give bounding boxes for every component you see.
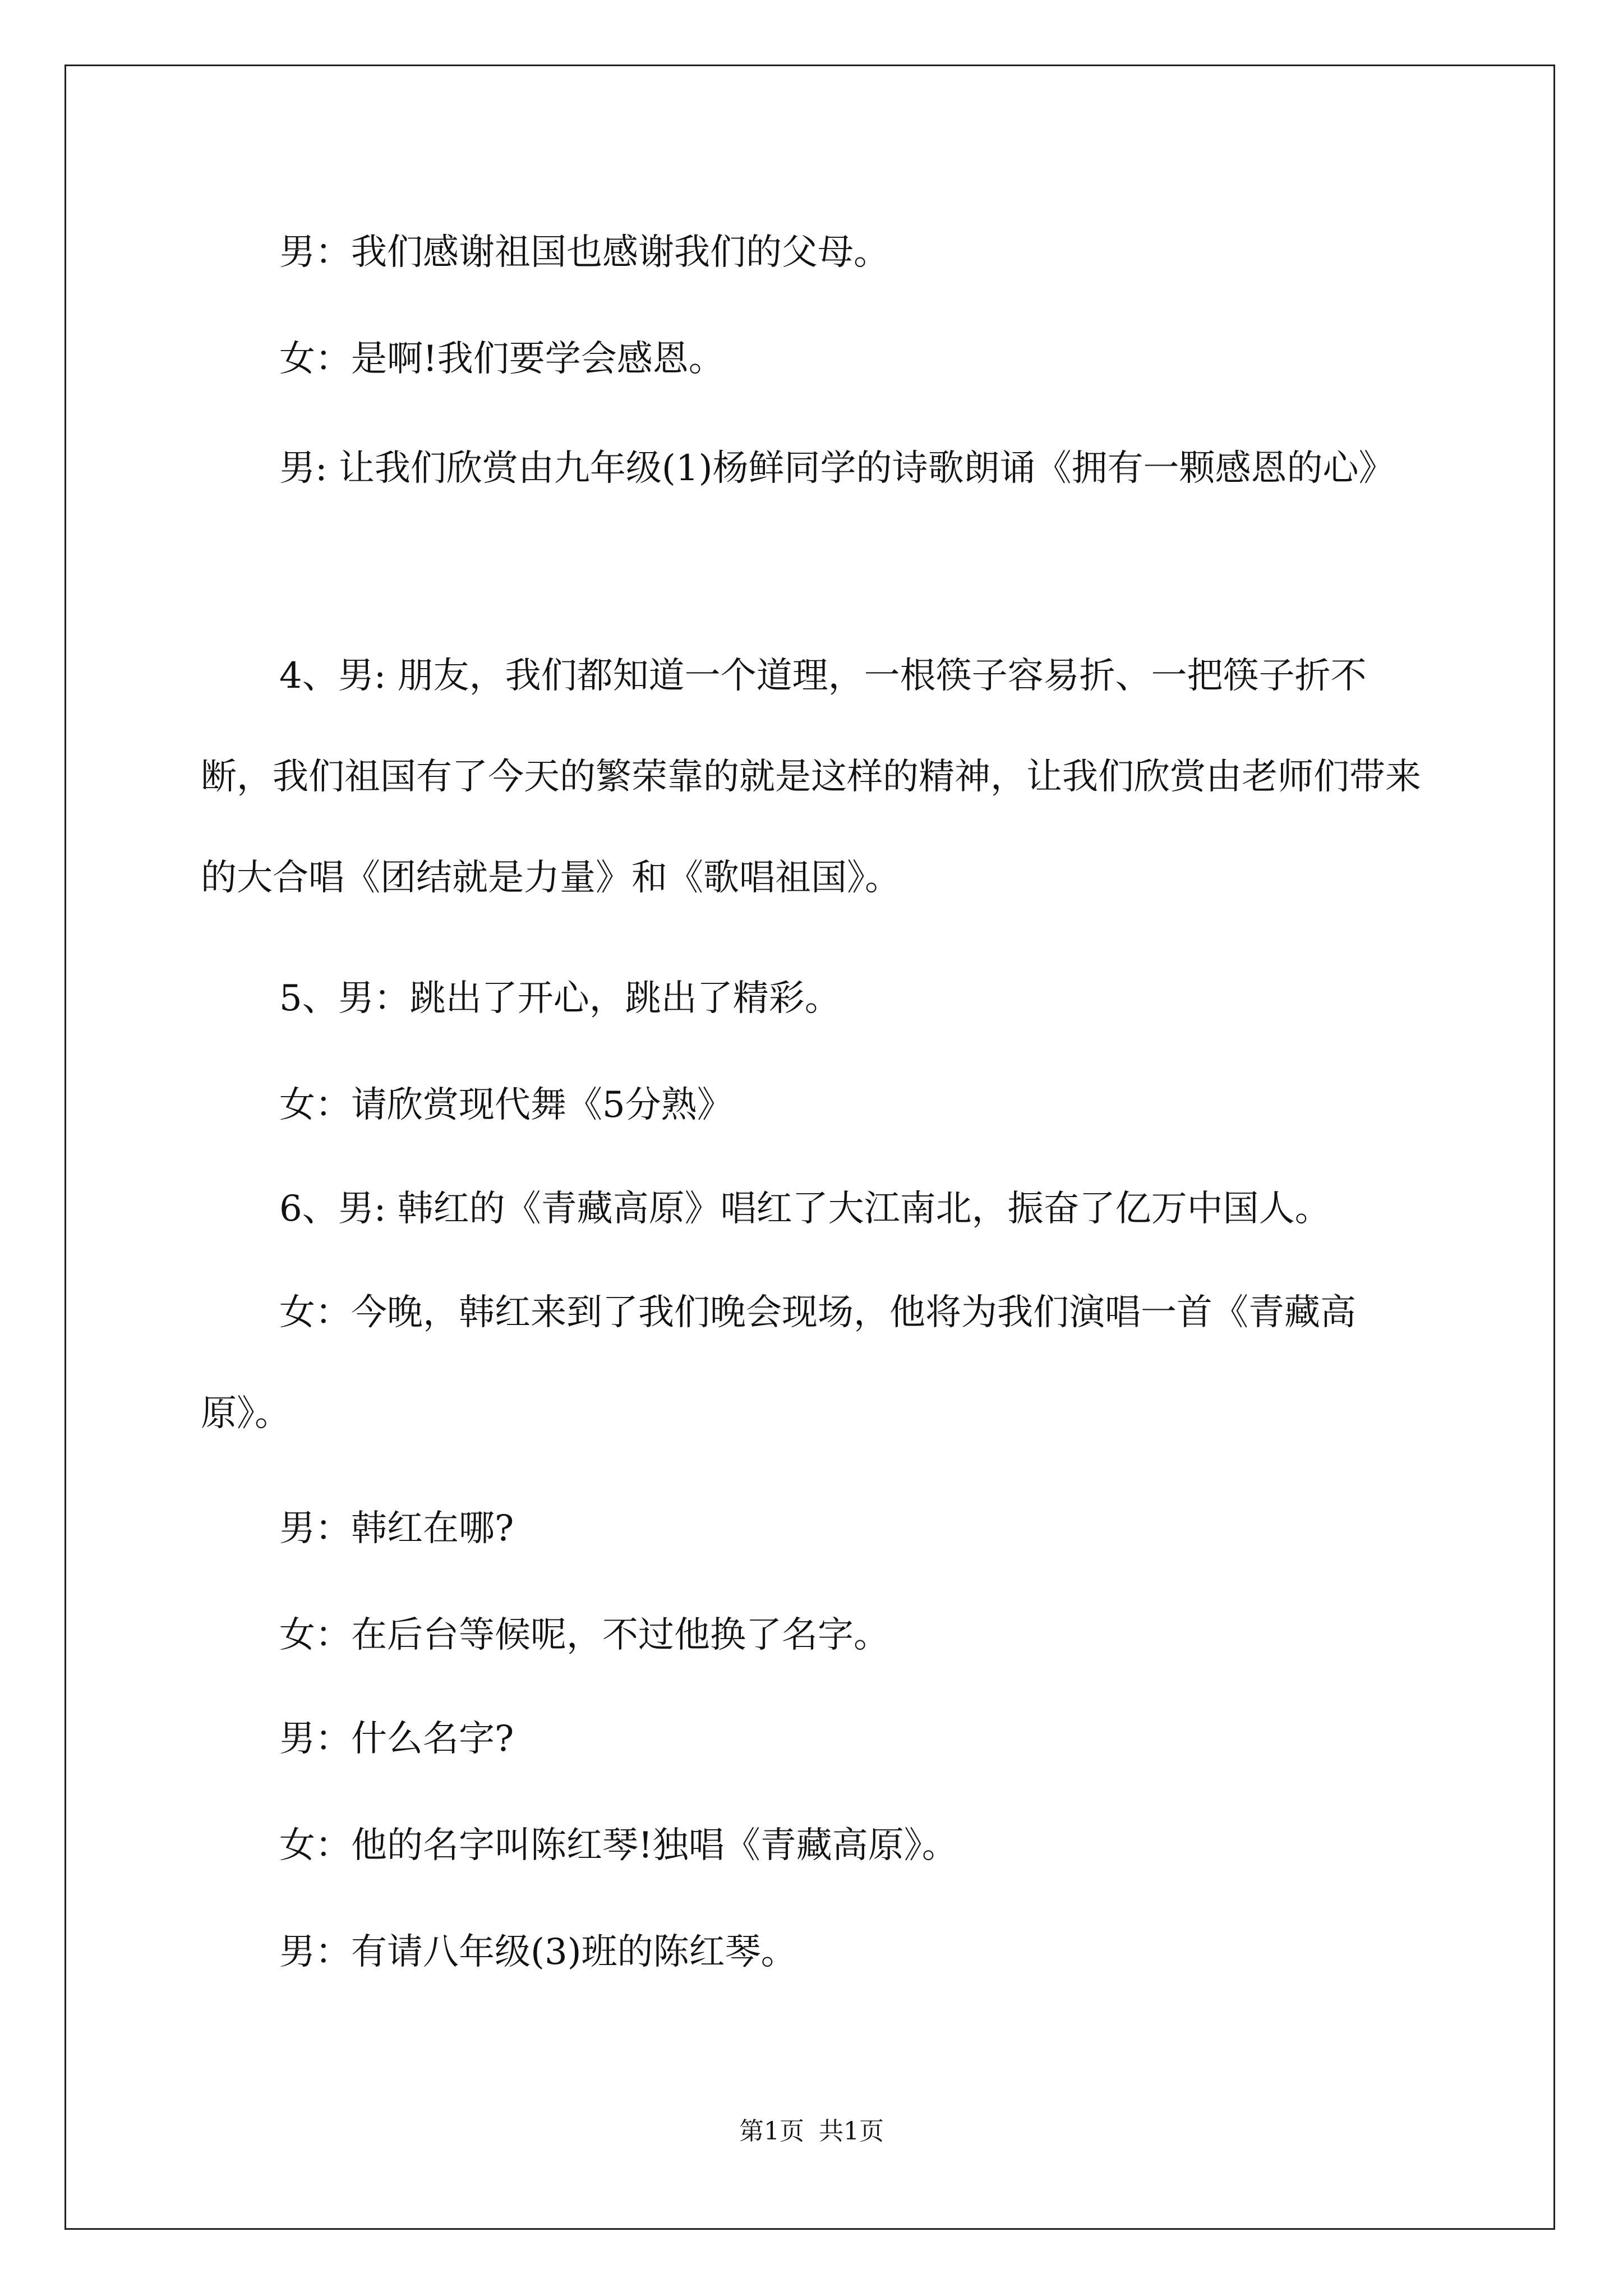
paragraph (201, 1055, 1429, 1156)
paragraph: 女：今晚，韩红来到了我们晚会现场，他将为我们演唱一首《青藏高原》。 (201, 1292, 1356, 1434)
paragraph-text: 女：请欣赏现代舞《5分熟》 (279, 1084, 733, 1126)
paragraph (201, 309, 1429, 409)
paragraph (201, 1585, 1429, 1686)
paragraph (201, 202, 1429, 303)
page-footer (0, 2115, 1623, 2148)
paragraph-text: 女：他的名字叫陈红琴!独唱《青藏高原》。 (279, 1825, 958, 1866)
paragraph (201, 1158, 1429, 1259)
paragraph-text: 男：我们感谢祖国也感谢我们的父母。 (279, 232, 889, 273)
paragraph-text: 6、男: 韩红的《青藏高原》唱红了大江南北，振奋了亿万中国人。 (279, 1188, 1331, 1230)
paragraph (201, 1795, 1429, 1896)
paragraph-text: 女：在后台等候呢，不过他换了名字。 (279, 1614, 889, 1656)
paragraph-text: 女：是啊!我们要学会感恩。 (279, 338, 725, 380)
paragraph-text: 男：什么名字? (279, 1718, 514, 1760)
page-total: 共1页 (819, 2117, 884, 2146)
page-number: 第1页 (739, 2117, 804, 2146)
paragraph (201, 948, 1429, 1049)
paragraph (201, 1688, 1429, 1789)
paragraph-text: 男：韩红在哪? (279, 1508, 514, 1549)
paragraph (201, 1902, 1429, 2003)
paragraph (201, 1478, 1429, 1579)
paragraph: 男: 让我们欣赏由九年级(1)杨鲜同学的诗歌朗诵《拥有一颗感恩的心》 (279, 448, 1395, 489)
paragraph-text: 男：有请八年级(3)班的陈红琴。 (279, 1931, 797, 1973)
paragraph-text: 5、男：跳出了开心，跳出了精彩。 (279, 978, 841, 1019)
paragraph: 4、男: 朋友，我们都知道一个道理，一根筷子容易折、一把筷子折不断，我们祖国有了今天的繁荣靠的就是这样的精神，让我们欣赏由老师们带来的大合唱《团结就是力量》和《歌唱祖国》。 (201, 655, 1421, 899)
